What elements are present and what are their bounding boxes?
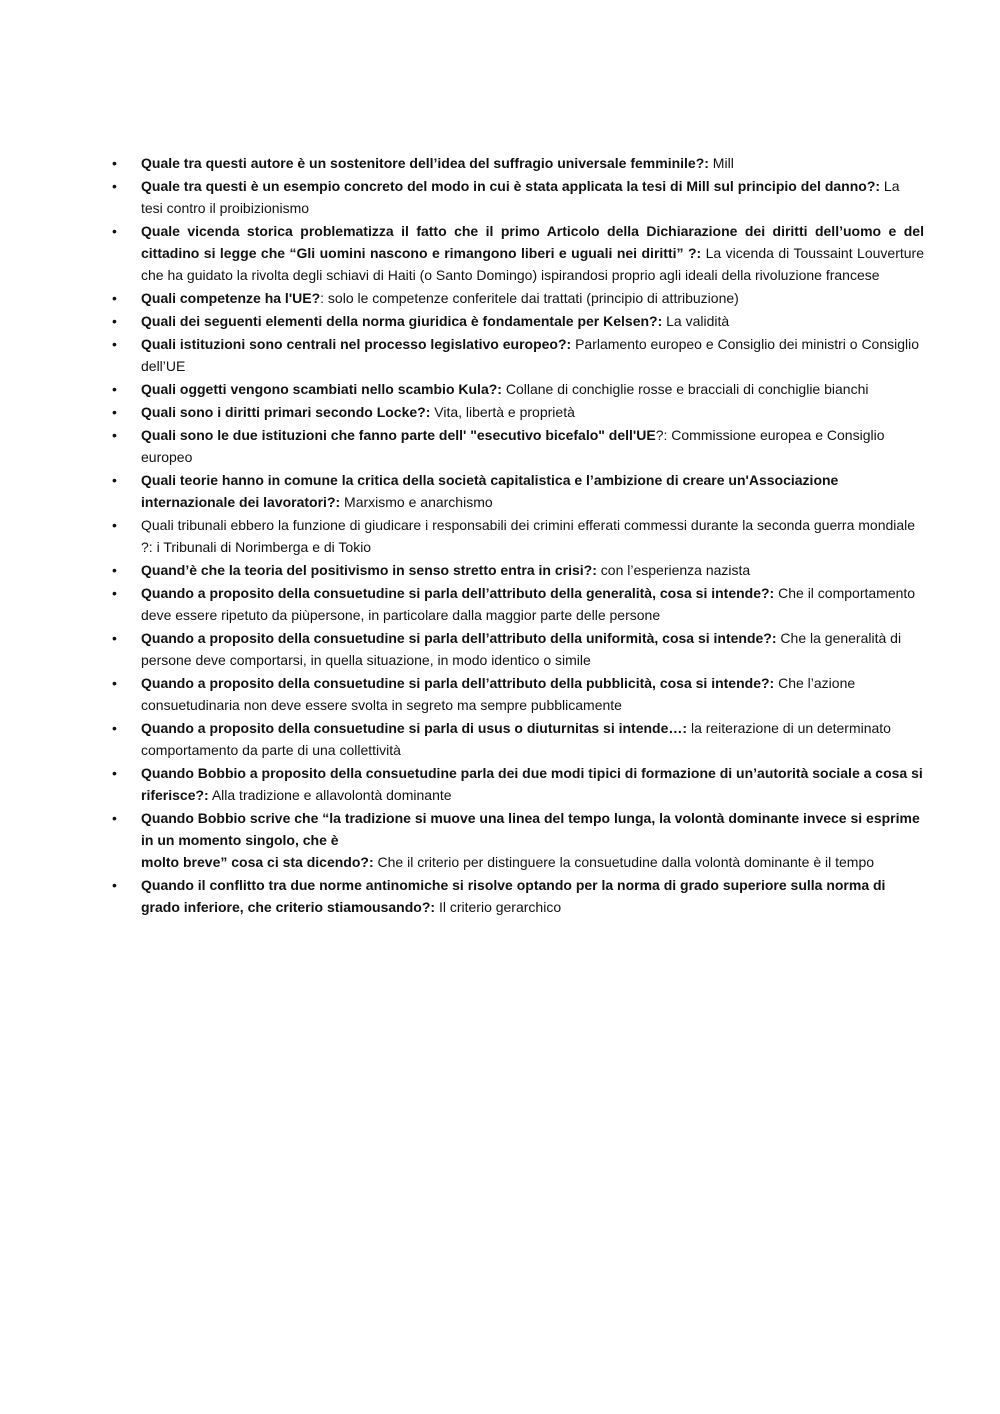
answer-text: ?: Commissione europea e Consiglio europeo: [141, 427, 885, 465]
answer-text: Collane di conchiglie rosse e bracciali di conchiglie bianchi: [501, 381, 869, 397]
bullet-icon: •: [112, 427, 117, 443]
list-item: [112, 287, 924, 309]
question-text: molto breve” cosa ci sta dicendo?:: [141, 854, 374, 870]
list-item: [112, 310, 924, 332]
answer-text: Che la generalità di persone deve comportarsi, in quella situazione, in modo identico o simile: [141, 630, 902, 668]
question-text: Quali oggetti vengono scambiati nello scambio Kula?:: [141, 381, 502, 397]
answer-text: Il criterio gerarchico: [435, 899, 562, 915]
bullet-icon: •: [112, 404, 117, 420]
question-text: Quali dei seguenti elementi della norma giuridica è fondamentale per Kelsen?:: [141, 313, 663, 329]
answer-text: i Tribunali di Norimberga e di Tokio: [152, 539, 372, 555]
answer-text: Alla tradizione e allavolontà dominante: [208, 787, 452, 803]
question-text: Quando a proposito della consuetudine si parla dell’attributo della pubblicità, cosa si intende?:: [141, 675, 775, 691]
list-item: [112, 424, 924, 468]
list-item: [112, 627, 924, 671]
answer-text: con l’esperienza nazista: [596, 562, 751, 578]
list-item: [112, 717, 924, 761]
question-text-first-line: Quando Bobbio scrive che “la tradizione si muove una linea del tempo lunga, la volontà dominante invece si esprime in un momento singolo, che è: [141, 810, 920, 848]
bullet-icon: •: [112, 517, 117, 533]
question-text: Quando Bobbio a proposito della consuetudine parla dei due modi tipici di formazione di un’autorità sociale a cosa si riferisce?:: [141, 765, 923, 803]
answer-text: Che l’azione consuetudinaria non deve essere svolta in segreto ma sempre pubblicamente: [141, 675, 856, 713]
bullet-icon: •: [112, 810, 117, 826]
question-text: Quando a proposito della consuetudine si parla dell’attributo della uniformità, cosa si intende?:: [141, 630, 777, 646]
bullet-icon: •: [112, 675, 117, 691]
question-text: Quali istituzioni sono centrali nel processo legislativo europeo?:: [141, 336, 572, 352]
list-item: [112, 514, 924, 558]
answer-text: Vita, libertà e proprietà: [430, 404, 575, 420]
bullet-icon: •: [112, 585, 117, 601]
bullet-icon: •: [112, 720, 117, 736]
answer-text: La validità: [662, 313, 730, 329]
answer-text: La vicenda di Toussaint Louverture che ha guidato la rivolta degli schiavi di Haiti (o Santo Domingo) ispirandosi proprio agli ideali della rivoluzione francese: [141, 245, 924, 283]
list-item: [112, 762, 924, 806]
question-text: Quali sono i diritti primari secondo Locke?:: [141, 404, 431, 420]
list-item: [112, 559, 924, 581]
bullet-icon: •: [112, 765, 117, 781]
bullet-icon: •: [112, 381, 117, 397]
answer-text: Mill: [708, 155, 734, 171]
answer-text: Marxismo e anarchismo: [340, 494, 493, 510]
question-text: Quale tra questi è un esempio concreto del modo in cui è stata applicata la tesi di Mill sul principio del danno?:: [141, 178, 881, 194]
bullet-icon: •: [112, 178, 117, 194]
bullet-icon: •: [112, 155, 117, 171]
list-item: [112, 807, 924, 873]
list-item: [112, 401, 924, 423]
answer-text: Che il comportamento deve essere ripetuto da piùpersone, in particolare dalla maggior parte delle persone: [141, 585, 916, 623]
list-item: [112, 175, 924, 219]
answer-text: la reiterazione di un determinato comportamento da parte di una collettività: [141, 720, 891, 758]
list-item: [112, 220, 924, 286]
list-item: [112, 152, 924, 174]
bullet-icon: •: [112, 313, 117, 329]
question-text: Quali competenze ha l'UE?: [141, 290, 321, 306]
answer-text: Che il criterio per distinguere la consuetudine dalla volontà dominante è il tempo: [373, 854, 875, 870]
question-text: Quali teorie hanno in comune la critica della società capitalistica e l’ambizione di creare un'Associazione internazionale dei lavoratori?:: [141, 472, 839, 510]
question-text: Quale tra questi autore è un sostenitore dell’idea del suffragio universale femminile?:: [141, 155, 709, 171]
answer-text: Parlamento europeo e Consiglio dei ministri o Consiglio dell’UE: [141, 336, 920, 374]
answer-text: : solo le competenze conferitele dai trattati (principio di attribuzione): [320, 290, 739, 306]
bullet-icon: •: [112, 877, 117, 893]
question-text: Quando a proposito della consuetudine si parla di usus o diuturnitas si intende…:: [141, 720, 688, 736]
list-item: [112, 469, 924, 513]
list-item: [112, 378, 924, 400]
list-item: [112, 874, 924, 918]
bullet-icon: •: [112, 472, 117, 488]
question-answer-list: [112, 152, 924, 919]
list-item: [112, 333, 924, 377]
bullet-icon: •: [112, 562, 117, 578]
bullet-icon: •: [112, 336, 117, 352]
bullet-icon: •: [112, 290, 117, 306]
question-text: Quando a proposito della consuetudine si parla dell’attributo della generalità, cosa si intende?:: [141, 585, 775, 601]
list-item: [112, 582, 924, 626]
question-text: Quando il conflitto tra due norme antinomiche si risolve optando per la norma di grado superiore sulla norma di grado inferiore, che criterio stiamousando?:: [141, 877, 886, 915]
question-text: Quali tribunali ebbero la funzione di giudicare i responsabili dei crimini efferati commessi durante la seconda guerra mondiale ?:: [141, 517, 916, 555]
question-text: Quand’è che la teoria del positivismo in senso stretto entra in crisi?:: [141, 562, 597, 578]
question-text: Quali sono le due istituzioni che fanno parte dell' "esecutivo bicefalo" dell'UE: [141, 427, 656, 443]
list-item: [112, 672, 924, 716]
bullet-icon: •: [112, 630, 117, 646]
bullet-icon: •: [112, 223, 117, 239]
answer-text: La tesi contro il proibizionismo: [141, 178, 900, 216]
question-text: Quale vicenda storica problematizza il fatto che il primo Articolo della Dichiarazione dei diritti dell’uomo e del cittadino si legge che “Gli uomini nascono e rimangono liberi e uguali nei diritti” ?:: [141, 223, 924, 261]
